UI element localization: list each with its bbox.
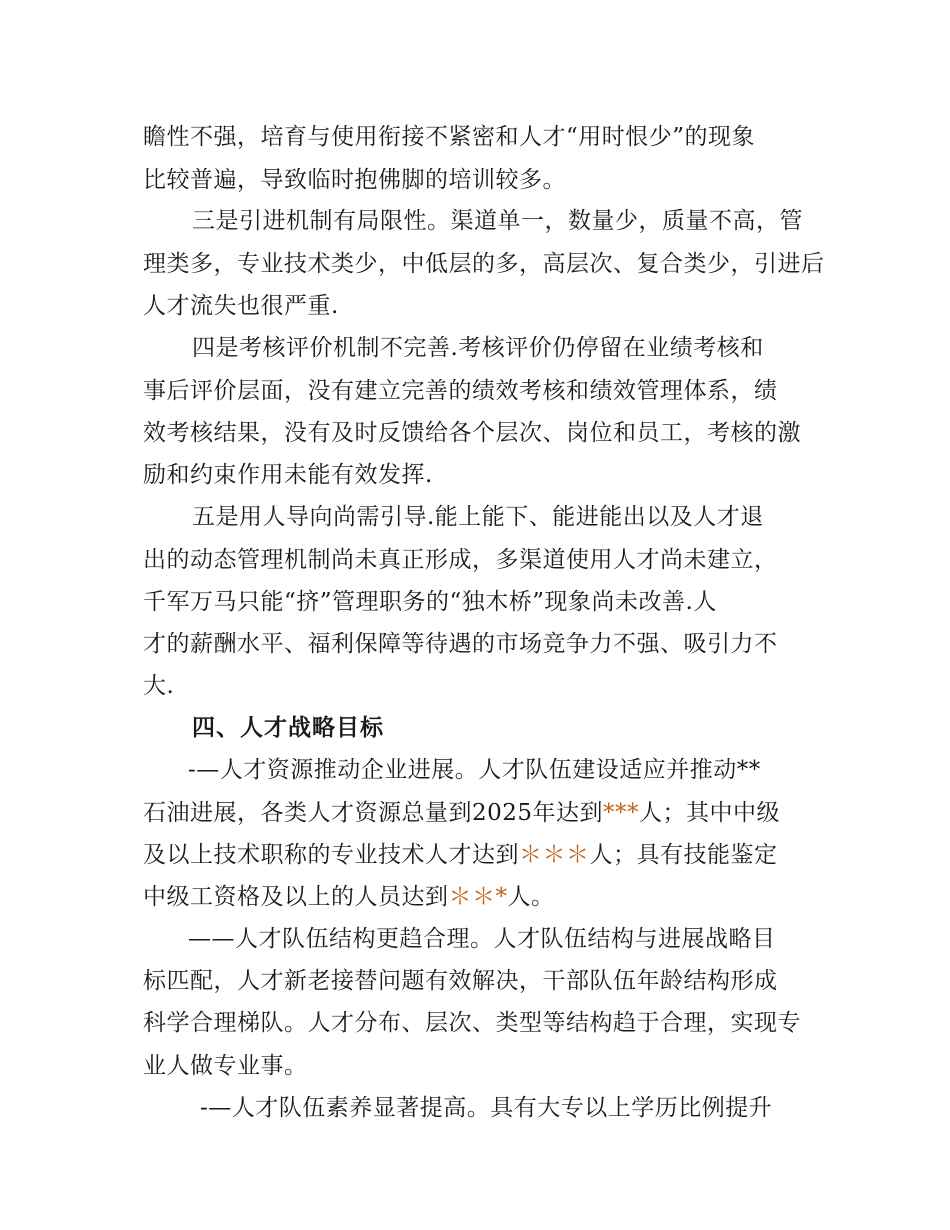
paragraph-line: 三是引进机制有局限性。渠道单一，数量少，质量不高，管 [192,208,803,234]
paragraph-line: 出的动态管理机制尚未真正形成，多渠道使用人才尚未建立， [143,547,778,573]
paragraph-line: 效考核结果，没有及时反馈给各个层次、岗位和员工，考核的激 [143,420,801,446]
goal-text: 人。 [507,884,555,910]
goal-line: -—人才资源推动企业进展。人才队伍建设适应并推动** [188,757,761,783]
goal-text: 石油进展，各类人才资源总量到2025年达到 [143,800,604,826]
goal-line: -—人才队伍素养显著提高。具有大专以上学历比例提升 [200,1095,773,1121]
paragraph-line: 四是考核评价机制不完善.考核评价仍停留在业绩考核和 [192,335,764,361]
paragraph-line: 大. [143,673,175,699]
goal-line [143,882,555,912]
paragraph-line: 比较普遍，导致临时抱佛脚的培训较多。 [143,167,566,193]
goal-line: ——人才队伍结构更趋合理。人才队伍结构与进展战略目 [188,926,776,952]
paragraph-line: 五是用人导向尚需引导.能上能下、能进能出以及人才退 [192,504,764,530]
goal-line: 业人做专业事。 [143,1053,308,1079]
placeholder-stars: *** [603,800,640,826]
goal-line [143,840,778,870]
goal-text: 中级工资格及以上的人员达到 [143,884,449,910]
placeholder-stars: ＊＊* [448,884,508,910]
section-heading: 四、人才战略目标 [192,715,384,741]
goal-line [143,798,780,828]
goal-line: 标匹配，人才新老接替问题有效解决，干部队伍年龄结构形成 [143,968,778,994]
paragraph-line: 千军万马只能“挤”管理职务的“独木桥”现象尚未改善.人 [143,589,717,615]
placeholder-stars: ＊＊＊ [519,842,590,868]
goal-text: 及以上技术职称的专业技术人才达到 [143,842,519,868]
goal-line: 科学合理梯队。人才分布、层次、类型等结构趋于合理，实现专 [143,1010,801,1036]
paragraph-line: 理类多，专业技术类少，中低层的多，高层次、复合类少，引进后 [143,251,825,277]
goal-text: 人；其中中级 [639,800,781,826]
goal-text: 人；具有技能鉴定 [589,842,778,868]
paragraph-line: 才的薪酬水平、福利保障等待遇的市场竞争力不强、吸引力不 [143,631,778,657]
paragraph-line: 瞻性不强，培育与使用衔接不紧密和人才“用时恨少”的现象 [143,124,756,150]
paragraph-line: 励和约束作用未能有效发挥. [143,462,433,488]
paragraph-line: 人才流失也很严重. [143,293,339,319]
paragraph-line: 事后评价层面，没有建立完善的绩效考核和绩效管理体系，绩 [143,378,778,404]
